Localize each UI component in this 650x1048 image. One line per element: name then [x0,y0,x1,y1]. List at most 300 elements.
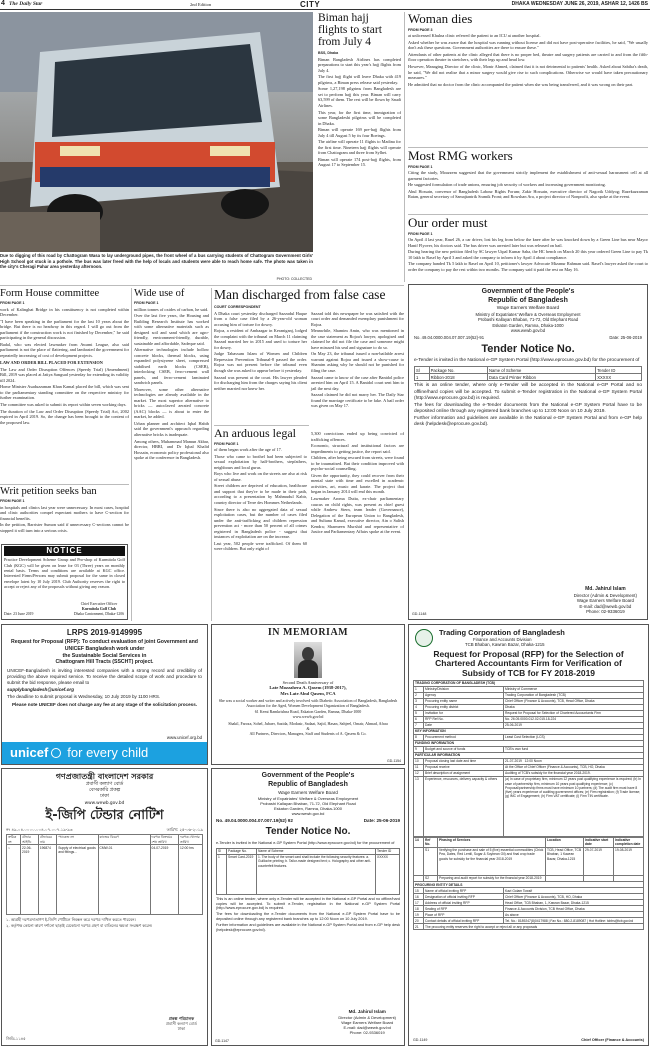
divider [408,147,648,148]
wide-use-para: Alternative technologies include hollow concrete blocks, thermal blocks, using expanded polystyrene sheet, compressed stabilised earth blocks (CSEB), interlocking CSEB, ferro-cement wall panels, and ferro-cement laminated sandwich panels. [134,347,209,386]
table-cell: 19 [414,912,424,918]
table-cell: The procuring entity reserves the right to accept or reject all or any proposals [424,924,644,930]
table-cell: Data Card Printer Ribbon [487,374,595,381]
tender1-sign-line: Director (Admin & Development) [573,592,637,598]
writ-kicker: FROM PAGE 1 [0,499,25,504]
table-row [414,924,644,930]
bangla-tender-ad [1,768,208,1046]
unicef-note: Please note UNICEF does not charge any fee at any stage of the solicitation process. [11,702,198,708]
table-header-cell: টেন্ডারের নাম [38,834,56,845]
biman-para: Biman will operate 174 post-hajj flights, from August 17 to September 15. [318,156,401,168]
table-cell: (a) In case of proprietary firm, minimum 12 years post qualifying experience is required; (b) In case of partnership firm, minimum 10 years post qualifying experience; (c) Proposal/partnership firms must have minimum 10 partners; (d) The audit firm must have 8 (five) years experience of auditing government offices; (e) Firm registration; (f) Trade license; (g) IMC of Engagement; (h) Firm VAT certificate; (i) Firm TIN certificate. [504,777,644,837]
tcb-rfp-title: Chartered Accountants Firm for Verification of [435,658,622,669]
memoriam-amp: & [306,725,310,731]
table-cell: Finance & Accounts Division, TCB Head Office, Dhaka [504,906,644,912]
order-para: During hearing the new petition filed by SC lawyer Utpal Kumar Saha, the HC bench on March 20 this year ordered Green Line to pay Tk 10 lakh to Rasel by April 3 and asked the company to inform it by April 4 about compliance. [408,249,648,260]
table-cell: 7 [414,723,424,729]
table-cell: XXXXX [376,854,400,894]
table-cell: Place of RFP [424,912,504,918]
man-para: Judge Tabassum Islam of Women and Children Repression Prevention Tribunal-8 passed the order. Rojoa was not present before the tribunal even though she was asked to appear before it yesterday. [214,351,307,373]
tender2-header [216,772,400,816]
bn-title: বেসরকারি প্রকল্প [88,788,121,794]
memoriam-gd: GD-1154 [387,758,401,763]
table-cell: 25-06-2019 [504,723,644,729]
bn-title: প্রবাসী কল্যাণ বোর্ড [85,782,124,788]
bn-big-title: ই-জিপি টেন্ডার নোটিশ [45,808,164,824]
tender1-sign-line: Phone: 02-9336019 [586,609,625,615]
table-cell: Agency [424,693,504,699]
table-cell: Brief description of assignment [424,771,504,777]
table-cell: Dhaka [504,705,644,711]
table-section-header: TRADING CORPORATION OF BANGLADESH (TCB) [414,681,644,687]
wide-use-para: Moreover, some other alternative technologies are already available in the market. The most superior alternative to bricks — autoclaved aerated concrete (AAC) blocks — is about to enter the market, he added. [134,386,209,420]
table-header-cell: টেন্ডার আইডি [21,834,39,845]
unicef-sub: the Sustainable Social Services in [62,652,147,659]
divider [214,425,309,426]
unicef-sub: Request for Proposal (RFP): To conduct evaluation of joint Government and UNICEF Bangladesh work under [11,639,198,652]
table-header-cell: Package No. [429,367,487,374]
table-cell: 1. The body of the smart card shall include the following security features: a. Guilloche printing; b. Tailor-made designed text; c. Holography and other anti-counterfeit features. [257,854,376,894]
memoriam-web[interactable]: www.wewb.gov.bd [292,714,324,720]
table-cell: 20 [414,918,424,924]
tender2-sign-name: Md. Jahirul Islam [348,1008,386,1014]
bn-title: ঢাকা [100,794,109,800]
table-cell: 196874 [38,845,56,915]
table-cell: Chief Officer (Finance & Accounts), TCB, HO, Dhaka [504,894,644,900]
tender2-org: Government of the People's [261,772,355,779]
form-house-para: The duration of the Law and Order Disruption (Speedy Trial) Act, 2002 expired in April 2019. So, the change has been brought to the content of the proposed law. [0,408,129,425]
portrait-figure [302,647,314,661]
tcb-table [413,680,644,837]
notice-sign-line: Kurmitola Golf Club [81,607,117,612]
table-cell: RFP Ref No. [424,717,504,723]
tender2-sign-line: E-mail: dad@wewb.gov.bd [343,1024,391,1030]
bn-title: গণপ্রজাতন্ত্রী বাংলাদেশ সরকার [55,772,154,781]
table-cell: As above [504,912,644,918]
table-header-cell: Tender ID [376,848,400,854]
arduous-para: Street children are deprived of education, healthcare and support that they're to be made in their path, according to a presentation by Mahmudul Kabir, country director of Terre des Hommes Netherlands. [214,483,307,505]
arduous-para: of them began work after the age of 17. [214,447,282,453]
table-cell: Proposal receive [424,765,504,771]
table-cell: Verifying the purchase and sale of 5 (five) essential commodities (Chick Pea, Dates, Red Lentil, Sugar & Soybean Oil) and final crop trade goods for subsidy for the financial year 2018-2019 [438,847,546,875]
order-headline: Our order must [408,216,488,230]
table-header-cell: Name of Scheme [257,848,376,854]
table-cell: Designation of official inviting RFP [424,894,504,900]
table-cell: S1 [424,847,438,875]
bn-header [6,772,203,825]
table-cell: Experience, resources, delivery capacity & others [424,777,504,837]
table-section-header: PROCURING ENTITY DETAILS [414,882,644,888]
table-cell: Request for Proposal for Selection of Chartered Accountants Firm [504,711,644,717]
table-cell: Smart Card-2019 [227,854,257,894]
bn-memo: নং ৪৯.০৪.০০০০.০০৪.০৭.০০৭.১৯-৯৩ [6,826,73,832]
memoriam-family: Shakil, Faroza, Sohel, Jubaer, Sazida, Modasir, Sadaat, Sajid, Hasan, Sahjeel, Omair, Ahmad, Afraa [228,720,388,726]
table-header-cell: দরপত্র খোলার তারিখ [179,834,203,845]
tender2-gd: GD-1147 [215,1038,229,1043]
form-house-subhead: LAW AND ORDER BILL PLACED FOR EXTENSION [0,360,103,366]
form-house-headline: Form House committee [0,288,100,299]
order-article [408,216,648,282]
bn-note: ১. আগ্রহী দরপত্রদাতাগণ ই-জিপি পোর্টালে নিবন্ধন করে দরপত্র দাখিল করতে পারবেন। [6,917,136,923]
tender1-gd: GD-1148 [412,612,427,617]
table-cell: 1 [414,687,424,693]
arduous-para: Lawmaker Aroma Dutta, ex-chair parliamentary caucus on child rights, was present as chief guest while Andrew Stern, team leader (Governance), Delegation of the European Union to Bangladesh, and Sultana Kamal, executive director, Ain o Salish Kendra; Sharmeen Murshid and representative of Justice and Parliamentary Affairs spoke at the event. [311,496,404,535]
order-para: On April 4 last year, Rasel 26, a car driver, lost his leg from below the knee after he was knocked down by a Green Line bus near Mayor Hanif Flyover, his doctors said. The bus driver was arrested later but was released on bail. [408,237,648,248]
unicef-brand-bar [2,742,208,764]
arduous-col [311,431,404,553]
tender1-sign-line: E-mail: dad@wewb.gov.bd [579,603,632,609]
form-house-para: Home Minister Asaduzzaman Khan Kamal placed the bill, which was sent to the parliamentary standing committee on the respective ministry for further examination. [0,384,129,401]
tender2-web[interactable]: www.wewb.gov.bd [291,811,325,817]
tender2-body: This is an online tender, where only e-Tender will be accepted in the National e-GP Portal and no offline/hard copies will be accepted. To submit e-Tender, registration in the National e-GP System Portal (http://www.eprocure.gov.bd) is required. [216,896,400,911]
table-cell: 2 [414,693,424,699]
table-cell: 16 [414,894,424,900]
table-cell: TCB's own fund [504,747,644,753]
table-cell: CMW-01 [98,845,150,915]
tender2-org: Wage Earners Welfare Board [278,789,338,795]
table-cell: 3 [414,699,424,705]
table-header-cell: Phasing of Services [438,837,546,847]
table-cell: Least Cost Selection (LCS) [504,735,644,741]
tcb-rfp-title: Subsidy of TCB for FY 2018-2019 [461,667,596,678]
section-name: CITY [300,0,321,9]
tender1-org: Wage Earners Welfare Board [496,305,560,311]
table-header-cell: Ref No. [424,837,438,847]
notice-signature [74,602,124,617]
bn-sign-line: প্রবাসী কল্যাণ বোর্ড [165,1020,197,1026]
order-kicker: FROM PAGE 1 [408,231,433,236]
caption-text: Due to digging of this road by Chattogram Wasa to lay underground pipes, the front wheel of a bus carrying students of Chattogram Government Girls' High School got stuck in a pothole. The bus was later freed with the help of locals and students were able to reach home safe. The photo was taken in the city's Cheragi Pahar area yesterday afternoon. [0,253,313,270]
unicef-logo-text: unicef [10,744,49,760]
page-number: 4 [1,0,5,7]
memoriam-line: Second Death Anniversary of [282,679,334,685]
table-cell: Ministry/Division [424,687,504,693]
table-cell: 13 [414,777,424,837]
biman-para: The first hajj flight will leave Dhaka with 419 pilgrims, a Biman press release said yesterday. [318,74,401,85]
tender1-org: Government of the People's [481,288,575,295]
portrait-figure [298,660,318,678]
tender1-sign-line: Wage Earners Welfare Board [576,598,634,604]
table-header-cell: 14 [414,837,424,847]
tender1-header [414,288,642,334]
table-cell: 12 [414,771,424,777]
tcb-rfp-title: Request for Proposal (RFP) for the Selection of [433,649,624,659]
unicef-title: LRPS 2019-9149995 [66,628,143,637]
bn-date: তারিখ: ২৫-০৬-২০১৯ [166,826,203,832]
writ-headline: Writ petition seeks ban [0,486,97,497]
tcb-lot-table [413,837,644,882]
table-row [414,777,644,837]
arduous-para: Those who came to brothel had been subjected to sexual exploitation by half-brothers, stepfathers, neighbours and local gurus. [214,453,307,470]
rmg-kicker: FROM PAGE 1 [408,164,433,169]
table-cell: 04-07-2019 [150,845,179,915]
tender1-org: Republic of Bangladesh [488,296,568,304]
tcb-closing-time: 12:00 Noon [524,759,542,764]
bn-signature [166,1016,197,1031]
notice-title: NOTICE [4,546,125,556]
tender1-memo-row [414,335,642,340]
bn-web[interactable]: www.wewb.gov.bd [84,800,125,806]
table-cell: Procurement method [424,735,504,741]
table-cell: 19-08-2019 [614,847,644,875]
table-cell: Date [424,723,504,729]
table-section-header: PARTICULAR INFORMATION [414,753,644,759]
table-section-header: KEY INFORMATION [414,729,644,735]
form-house-para: The committee was asked to submit its report within seven working days. [0,401,127,407]
table-cell: 11 [414,765,424,771]
table-header-cell: Name of Scheme [487,367,595,374]
writ-article [0,486,129,542]
memoriam-staff: All Partners, Directors, Managers, Staff and Students of A. Qasem & Co. [249,730,367,736]
table-cell: 1 [415,374,430,381]
tender2-org: Ministry of Expatriates' Welfare & Overseas Employment [257,795,359,801]
table-row [415,367,642,374]
tender2-signature [338,1009,396,1035]
man-para: A Dhaka court yesterday discharged Sazzadul Haque from a false case filed by a 26-year-old woman accusing him of torture for dowry. [214,310,307,327]
tender1-table [414,366,642,381]
portrait-photo [294,642,322,678]
table-header-cell: দরপত্র বিক্রয়ের শেষ তারিখ [150,834,179,845]
man-para: Sazzad told this newspaper he was satisfied with the court order and demanded exemplary punishment for Rojoa. [311,310,404,327]
wide-use-para: million tonnes of oxides of carbon, he said. [134,306,209,312]
divider [211,288,212,621]
notice-body: Practice Development Scheme Group and Pro-shop of Kurmitola Golf Club (KGC) will be given on lease for 03 (Three) years on monthly rental basis. Terms and conditions are available at KGC office. Interested Firms/Persons may submit proposal for the same in closed envelope latest by 10 July 2019. Club Authority reserves the right to accept or reject any of the proposals without giving any reason. [4,557,125,590]
notice-sign-line: Dhaka Cantonment, Dhaka-1206 [73,612,124,617]
table-header-cell: Sl [217,848,227,854]
table-cell [414,847,424,875]
table-row [414,847,644,875]
table-header-cell: কাজের বিবরণ [98,834,150,845]
notice-date: Date: 23 June 2019 [4,612,34,617]
man-para: Sazzad was present at the court. His lawyer pleaded for discharging him from the charges saying his client neither married nor knew her. [214,374,307,391]
bus-illustration [0,12,313,252]
tender-notice-ad-1 [408,284,648,620]
table-cell: 8 [414,735,424,741]
table-cell: XXXXX [596,374,642,381]
table-cell: Procuring entity district [424,705,504,711]
table-cell: No. 26.05.0000.012.02.015.18-224 [504,717,644,723]
form-house-para: "I have been speaking in the parliament for the last 10 years about the bridge. But there is no headway in this regard. I will go out from the parliament if the construction work is not finished by December," he said participating in the general discussion. [0,318,129,341]
biman-source: BSS, Dhaka [318,51,339,56]
tcb-entity-table [413,881,644,930]
wide-use-headline: Wide use of [134,288,185,299]
table-cell: Preparing and audit report for subsidy for the financial year 2018-2019 [438,875,546,881]
tcb-title: Trading Corporation of Bangladesh [439,628,565,637]
memoriam-para: She was a social worker and writer and actively involved with Diabetic Association of Bangladesh, Bangladesh Association for the Aged, Women Development Organization of Bangladesh. [218,698,398,709]
rmg-para: Citing the study, Moazzem suggested that the government strictly implement the establishment of anti-sexual harassment cell at all garment factories. [408,170,648,181]
form-house-para: The Law and Order Disruption Offences (Speedy Trial) (Amendment) Bill, 2019 was placed at Jatiya Sangsad yesterday for extending its validity till 2024. [0,366,129,383]
table-cell: 21 [414,924,424,930]
kgc-notice-ad [1,544,128,620]
tender1-body: Further information and guidelines are available in the National e-GP System Portal and from e-GP help desk (helpdesk@eprocure.gov.bd). [414,416,642,428]
table-cell: 6 [414,717,424,723]
table-cell: 18 [414,906,424,912]
table-cell: 4 [414,705,424,711]
form-house-para: Badal, who was elected lawmaker from Awami League, also said parliament is not the place of flattering, and lambasted the government for repeatedly increasing of cost of development projects. [0,341,129,358]
bn-sign-line: প্রকল্প পরিচালক [168,1015,194,1021]
table-header-cell: Indicative completion date [614,837,644,847]
edition-label: 2nd Edition [190,2,212,7]
wide-use-para: Among others, Muhammad Mamun Akbar, director, HBRI, and Dr Iqbal Khalid Hossain, economic policy professional also spoke at the conference in Bangladesh. [134,438,209,461]
arduous-article [214,427,404,621]
unicef-web[interactable]: www.unicef.org.bd [166,735,202,740]
table-row [415,374,642,381]
in-memoriam-ad [211,624,405,765]
wide-use-para: Over the last five years, the Housing and Building Research Institute has worked with some alternative materials such as designed soil and sand which are agro-friendly, environment-friendly, durable, sustainable and affordable, Sadeque said. [134,313,209,346]
memoriam-addr: 61 Kemi Ramkrishna Road, Eskaton Garden, Ramna, Dhaka-1000 [254,709,362,715]
woman-dies-para: He admitted that no doctor from the clinic accompanied the patient when she was being transferred, and it was wrong on their part. [408,81,634,87]
tender1-signature [574,586,637,615]
woman-dies-headline: Woman dies [408,12,473,26]
tender2-date: Date: 25-06-2019 [363,818,400,824]
arduous-kicker: FROM PAGE 1 [214,441,239,446]
rmg-para: Abul Hossain, convenor of Bangladesh Labour Rights Forum; Zakir Hossain, executive director of Nagorik Uddyog; Razekuzzaman Ratan, general secretary of Samajtantrik Sramik Front; and Rowshan Ara, a project director of Nonprofit, also spoke at the event. [408,188,648,200]
paper-name: The Daily Star [9,1,43,7]
bn-gd: জিডি-১১৪৫ [6,1036,26,1042]
tender2-org: Republic of Bangladesh [268,780,348,788]
wide-use-kicker: FROM PAGE 1 [134,301,159,306]
unicef-sub: Chattogram Hill Tracts (SSCHT) project. [55,659,154,666]
biman-para: The airline will operate 11 flights to Madina for the first time. Nineteen hajj flights will operate from Chattogram and three from Sylhet. [318,139,401,156]
man-para: Rojoa, a resident of Ambaagar in Keraniganj, lodged the complaint with the tribunal on March 11 claiming Sazzad married her in 2015 and used to torture her for dowry. [214,328,307,350]
tender1-org: Probashi Kallayan Bhaban, 71-72, Old Elephant Road [477,317,579,323]
table-cell: Sealing of RFP [424,906,504,912]
man-discharged-source: COURT CORRESPONDENT [214,305,261,310]
table-cell: 12:00 hrs [179,845,203,915]
table-header-cell: Tender ID [596,367,642,374]
tender2-org: Eskaton Garden, Ramna, Dhaka-1000 [273,806,343,811]
biman-para: Some 1,27,198 pilgrims from Bangladesh are set to perform hajj this year. Biman will carry 63,599 of them. The rest will be flown by Saudi Airlines. [318,86,401,108]
memoriam-name: Mrs Late Abul Qasem, FCA [280,691,336,697]
arduous-para: Children, after being rescued from streets, were found to be traumatised. But their condition improved with psycho-social counselling. [311,455,404,472]
tcb-closing-date: 21-07-2019 [505,759,522,764]
bn-tender-table [6,834,203,916]
man-para: Sazzad came to know of the case after Banidol police arrested him on April 15. A Banidol court sent him to jail the next day. [311,374,404,391]
man-para: On May 23, the tribunal issued a non-bailable arrest warrant against Rojoa and issued a show-cause to Shamim asking why he should not be punished for filing the case. [311,351,404,373]
form-house-para: work of Kalinghat Bridge in his constituency is not completed within December. [0,306,129,318]
table-cell: 1 [217,854,227,894]
writ-para: In the petition, Barrister Sumon said if unnecessary C-sections cannot be stopped it will turn into a serious crisis. [0,522,129,533]
man-discharged-headline: Man discharged from false case [214,288,386,302]
wide-use-para: Urban planner and architect Iqbal Habib said the government's approach regarding alternative bricks is inadequate. [134,420,209,437]
arduous-para: Last year, 502 people were trafficked. Of them 60 were children. But only eight of [214,540,307,552]
biman-headline: Biman hajj flights to start from July 4 [318,12,382,49]
table-cell: Budget and source of funds [424,747,504,753]
table-header-cell: প্যাকেজ নং [57,834,98,845]
wide-use-article [134,288,209,621]
tender1-body: The fees for downloading the e-Tender documents from the National e-GP System Portal have to be deposited online through any registered bank branches up to 12:00 Noon on 10 July 2019. [414,402,642,415]
biman-para: Biman will operate 169 pre-hajj flights from July 4 till August 5 by its four Boeings. [318,127,401,138]
tender2-table [216,848,400,895]
tender2-memo-row [216,818,400,824]
table-header-cell: Package No. [227,848,257,854]
tender1-web[interactable]: www.wewb.gov.bd [510,328,546,334]
table-cell: ১ [7,845,21,915]
man-para: Meanwhile, Shamim Amin, who was mentioned in the case statement as Rojoa's lawyer, apologised and claimed he did not file the case and someone might have misused his seal and signature to do so. [311,328,404,350]
table-cell: Kazi Golam Towsif [504,888,644,894]
tender2-org: Probashi Kallayan Bhaban, 71-72, Old Elephant Road [260,800,356,806]
tender1-date: Date: 25-06-2019 [609,334,642,340]
tender1-memo: No. 49.04.0000.004.07.007.19(52)-91 [414,334,485,340]
man-discharged-col [214,311,307,410]
tender2-sign-line: Phone: 02-9336019 [349,1029,385,1035]
unicef-globe-icon [51,748,61,758]
tender1-body: This is an online tender, where only e-Tender will be accepted in the National e-GP Portal and no offline/hard copies will be accepted. To submit e-Tender registration in the National e-GP System Portal (http://www.eprocure.gov.bd) is required. [414,383,642,401]
arduous-para: Given the opportunity, they could recover from their mental state with time and excelled in academic activities, art, music and karate. The project that began in January 2014 will end this month. [311,472,404,495]
notice-sign-line: Chief Executive Officer [80,602,118,607]
tcb-sub: TCB Bhaban, Kawran Bazar, Dhaka-1215 [465,642,545,647]
tcb-gd: GD-1149 [413,1038,428,1043]
man-para: Sazzad claimed he did not marry her. The Daily Star found the marriage certificate to be fake. A bail order was given on May 17. [311,392,404,409]
biman-para: This year, for the first time, immigration of some Bangladeshi pilgrims will be completed in Dhaka. [318,109,401,126]
tcb-logo-icon [415,629,433,647]
tender2-body: The fees for downloading the e-Tender documents from the National e-GP System Portal have to be deposited online through any registered bank branches up to 12:00 Noon on 10 July 2019. [216,912,400,922]
issue-date: DHAKA WEDNESDAY JUNE 26, 2019, ASHAR 12, 1426 BS [511,1,648,7]
table-cell: TCB, Head Office, TCB Bhaban, 1 Kawran Bazar, Dhaka-1215 [546,847,584,875]
tender1-sign-name: Md. Jahirul Islam [585,586,626,593]
tender1-org: Ministry of Expatriates' Welfare & Overseas Employment [475,312,581,318]
divider [404,12,405,282]
table-row [7,845,203,915]
table-cell: Name of official inviting RFP [424,888,504,894]
masthead [0,0,650,10]
table-cell: Procuring entity name [424,699,504,705]
arduous-para: Boys who live and work on the streets are also at risk of sexual abuse. [214,471,307,482]
divider [131,288,132,621]
table-cell: Contact details of official inviting RFP [424,918,504,924]
photo-credit: PHOTO: COLLECTED [276,276,312,281]
table-row [7,834,203,845]
bn-note: ২. কর্তৃপক্ষ কোনো কারণ দর্শানো ছাড়াই যেকোনো দরপত্র গ্রহণ বা বাতিলের ক্ষমতা সংরক্ষণ করেন। [6,923,153,929]
arduous-headline: An arduous legal [214,427,296,440]
divider [0,285,404,286]
man-discharged-col [311,311,404,410]
woman-dies-para: Asked whether he was aware that the hospital was running without license and did not have post-operative facilities, he said, "We usually don't ask these questions. Government authorities are there to ensure these." [408,39,648,51]
tender1-title: Tender Notice No. [481,342,575,355]
order-para: The company handed Tk 5 lakh to Rasel on April 10, petitioner's lawyer Advocate Mizanur Rahman said. Rasel's lawyer asked the court to order the company to pay the rest within two months. The company said it paid the rest on May 16. [408,261,648,272]
table-cell: Ministry of Commerce [504,687,644,693]
tender1-intro: e-Tender is invited in the National e-GP System Portal (http://www.eprocure.gov.bd) for the procurement of [414,357,640,363]
bn-sign-line: ঢাকা [177,1025,186,1031]
unicef-email[interactable]: supplybangladesh@unicef.org [7,686,75,692]
bus-photo-caption [0,253,313,283]
unicef-tagline: for every child [67,744,149,760]
tender2-memo: No. 49.04.0000.004.07.007.19(52) 92 [216,818,293,824]
tender2-body: Further information and guidelines are available in the National e-GP System Portal and from e-GP help desk (helpdesk@eprocure.gov.bd). [216,923,400,933]
arduous-para: Since there is also no aggregated data of sexual exploitation cases, but the number of cases filed under the anti-trafficking and children repression prevention act - more than 50 percent of all crimes registered in Bangladesh police - suggest that instances of exploitation are on the increase. [214,506,307,540]
table-header-cell: Sl [415,367,430,374]
table-cell: 29-07-2019 [584,847,614,875]
tcb-sub: Finance and Accounts Division [473,637,532,642]
table-cell: 15 [414,888,424,894]
tcb-rfp-ad [408,624,649,1046]
rmg-para: He suggested formulation of trade unions, ensuring job security of workers and increasing government monitoring. [408,182,606,188]
tender-notice-ad-2 [211,768,405,1046]
table-cell: Ribbon-2018 [429,374,487,381]
tender2-sign-line: Director (Admin & Development) [338,1014,396,1020]
man-discharged-article [214,288,404,424]
rmg-article [408,149,648,213]
table-header-cell: Indicative start date [584,837,614,847]
table-cell: 22-06-2019 [21,845,39,915]
biman-para: Biman Bangladesh Airlines has completed preparations to start this year's hajj flights from July 4. [318,56,401,73]
table-row [414,837,644,847]
table-cell: 9 [414,747,424,753]
unicef-rfp-ad [1,624,208,765]
table-header-cell: Location [546,837,584,847]
unicef-body: UNICEF-Bangladesh is inviting interested companies with a strong record and credibility of providing the above required service. To receive the detailed scope of work and procedure to submit the bid response, please email to [7,667,202,685]
tcb-sign: Chief Officer (Finance & Accounts) [581,1038,644,1043]
